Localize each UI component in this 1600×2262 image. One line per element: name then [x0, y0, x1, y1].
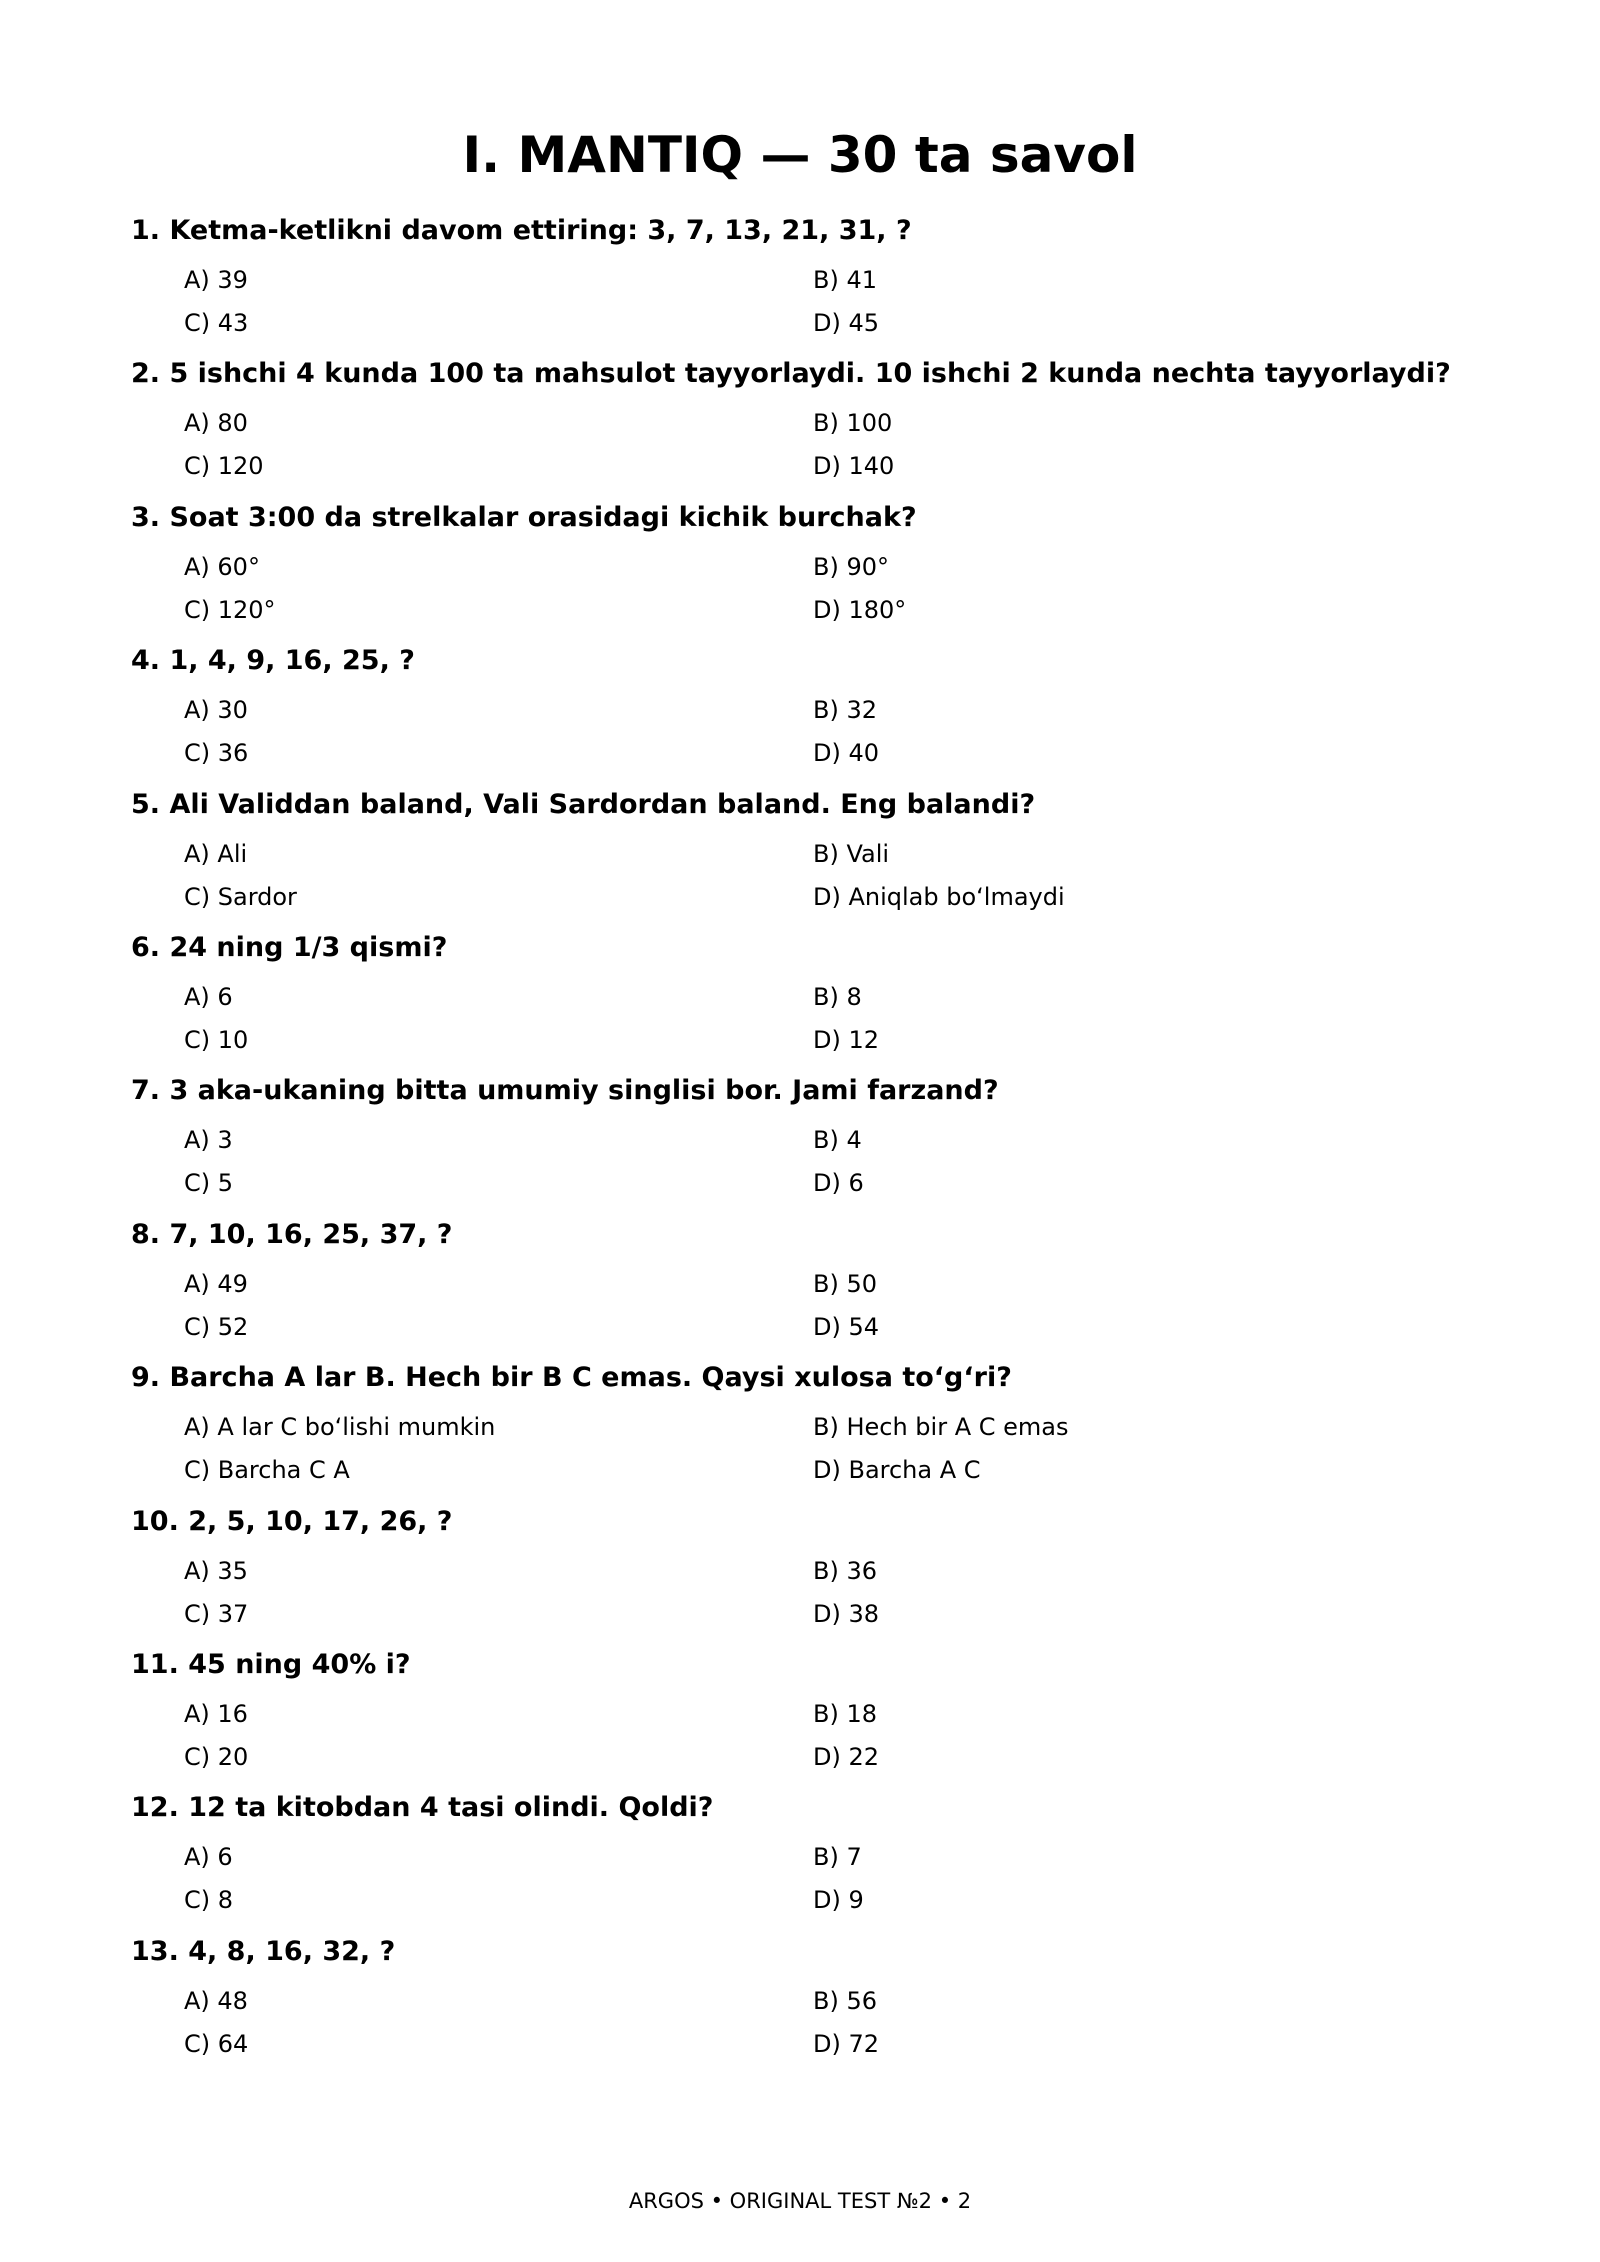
answer-option: A) Ali — [184, 840, 248, 868]
question-text: 3. Soat 3:00 da strelkalar orasidagi kichik burchak? — [131, 502, 917, 533]
answer-option: B) Hech bir A C emas — [813, 1413, 1069, 1441]
answer-option: D) 140 — [813, 452, 895, 480]
answer-option: D) 6 — [813, 1169, 864, 1197]
answer-option: B) 8 — [813, 983, 862, 1011]
answer-option: A) 30 — [184, 696, 248, 724]
answer-option: B) 32 — [813, 696, 877, 724]
answer-option: C) 5 — [184, 1169, 234, 1197]
question-item — [0, 929, 1600, 1069]
answer-option: C) 120 — [184, 452, 264, 480]
question-item — [0, 1933, 1600, 2073]
answer-option: C) 8 — [184, 1886, 234, 1914]
answer-option: A) 6 — [184, 983, 233, 1011]
question-item — [0, 499, 1600, 639]
answer-option: C) Sardor — [184, 883, 297, 911]
answer-option: D) 22 — [813, 1743, 880, 1771]
answer-option: B) 36 — [813, 1557, 877, 1585]
answer-option: C) 64 — [184, 2030, 249, 2058]
answer-option: D) 180° — [813, 596, 907, 624]
question-item — [0, 1503, 1600, 1643]
answer-option: D) 40 — [813, 739, 880, 767]
answer-option: D) Barcha A C — [813, 1456, 981, 1484]
answer-option: C) 52 — [184, 1313, 249, 1341]
page-footer: ARGOS • ORIGINAL TEST №2 • 2 — [628, 2189, 972, 2213]
question-item — [0, 1072, 1600, 1212]
answer-option: A) 35 — [184, 1557, 248, 1585]
answer-option: C) 43 — [184, 309, 249, 337]
answer-option: D) 54 — [813, 1313, 880, 1341]
answer-option: B) Vali — [813, 840, 890, 868]
answer-option: B) 50 — [813, 1270, 877, 1298]
answer-option: A) 48 — [184, 1987, 248, 2015]
question-item — [0, 1646, 1600, 1786]
answer-option: B) 90° — [813, 553, 889, 581]
answer-option: A) 49 — [184, 1270, 248, 1298]
answer-option: B) 18 — [813, 1700, 877, 1728]
question-text: 11. 45 ning 40% i? — [131, 1649, 411, 1680]
answer-option: C) 36 — [184, 739, 249, 767]
answer-option: A) A lar C bo‘lishi mumkin — [184, 1413, 496, 1441]
answer-option: D) 38 — [813, 1600, 880, 1628]
question-text: 9. Barcha A lar B. Hech bir B C emas. Qaysi xulosa to‘g‘ri? — [131, 1362, 1012, 1393]
answer-option: A) 6 — [184, 1843, 233, 1871]
answer-option: B) 4 — [813, 1126, 862, 1154]
answer-option: A) 60° — [184, 553, 260, 581]
answer-option: B) 7 — [813, 1843, 862, 1871]
answer-option: D) 72 — [813, 2030, 880, 2058]
question-item — [0, 786, 1600, 926]
answer-option: C) 37 — [184, 1600, 249, 1628]
answer-option: C) Barcha C A — [184, 1456, 350, 1484]
page-title: I. MANTIQ — 30 ta savol — [462, 126, 1138, 184]
answer-option: C) 120° — [184, 596, 276, 624]
question-text: 1. Ketma-ketlikni davom ettiring: 3, 7, 13, 21, 31, ? — [131, 215, 912, 246]
question-text: 2. 5 ishchi 4 kunda 100 ta mahsulot tayyorlaydi. 10 ishchi 2 kunda nechta tayyorlaydi? — [131, 358, 1451, 389]
answer-option: D) 45 — [813, 309, 880, 337]
question-item — [0, 1789, 1600, 1929]
question-item — [0, 642, 1600, 782]
question-text: 13. 4, 8, 16, 32, ? — [131, 1936, 396, 1967]
answer-option: A) 3 — [184, 1126, 233, 1154]
question-text: 8. 7, 10, 16, 25, 37, ? — [131, 1219, 453, 1250]
question-text: 10. 2, 5, 10, 17, 26, ? — [131, 1506, 453, 1537]
question-item — [0, 212, 1600, 352]
answer-option: A) 16 — [184, 1700, 248, 1728]
question-text: 4. 1, 4, 9, 16, 25, ? — [131, 645, 415, 676]
question-text: 6. 24 ning 1/3 qismi? — [131, 932, 448, 963]
answer-option: B) 56 — [813, 1987, 877, 2015]
answer-option: A) 80 — [184, 409, 248, 437]
question-text: 5. Ali Validdan baland, Vali Sardordan baland. Eng balandi? — [131, 789, 1036, 820]
answer-option: B) 41 — [813, 266, 877, 294]
answer-option: C) 20 — [184, 1743, 249, 1771]
answer-option: D) Aniqlab bo‘lmaydi — [813, 883, 1065, 911]
question-item — [0, 1216, 1600, 1356]
answer-option: A) 39 — [184, 266, 248, 294]
question-item — [0, 1359, 1600, 1499]
answer-option: D) 12 — [813, 1026, 880, 1054]
answer-option: D) 9 — [813, 1886, 864, 1914]
question-item — [0, 355, 1600, 495]
question-text: 12. 12 ta kitobdan 4 tasi olindi. Qoldi? — [131, 1792, 714, 1823]
answer-option: C) 10 — [184, 1026, 249, 1054]
answer-option: B) 100 — [813, 409, 893, 437]
question-text: 7. 3 aka-ukaning bitta umumiy singlisi bor. Jami farzand? — [131, 1075, 999, 1106]
